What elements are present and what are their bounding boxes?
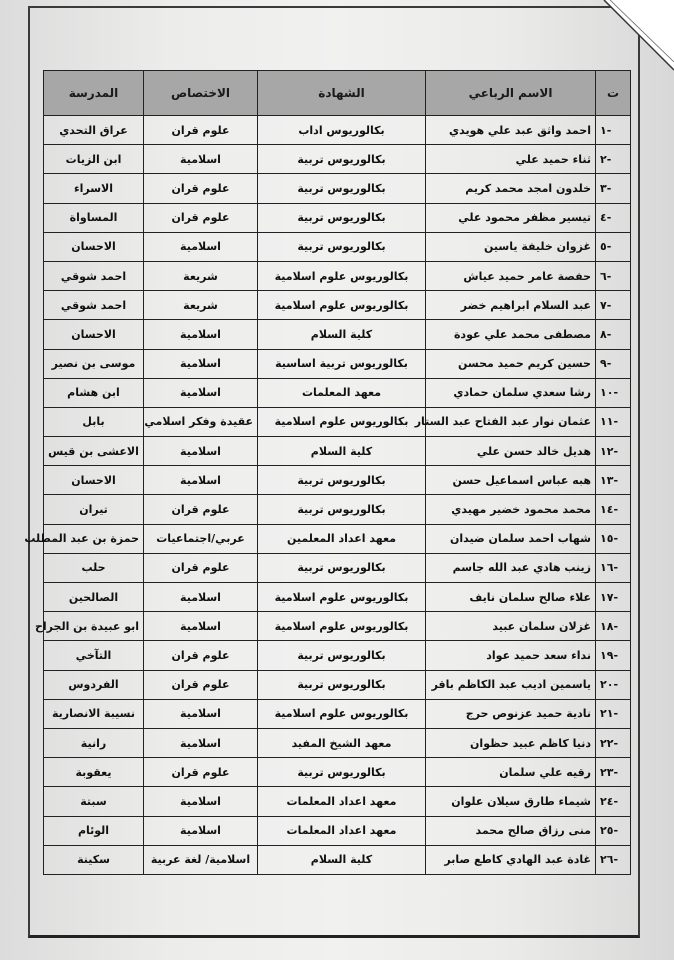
row-number-cell: -١٩: [596, 641, 631, 670]
table-row: [44, 612, 631, 641]
teacher-name-cell: علاء صالح سلمان نايف: [426, 583, 596, 612]
degree-cell: بكالوريوس تربية: [258, 145, 426, 174]
school-name-cell: الاحسان: [44, 232, 144, 261]
school-name-cell: الوئام: [44, 816, 144, 845]
degree-cell: كلية السلام: [258, 437, 426, 466]
degree-cell: بكالوريوس تربية: [258, 758, 426, 787]
degree-cell: بكالوريوس علوم اسلامية: [258, 583, 426, 612]
specialization-cell: اسلامية: [144, 378, 258, 407]
table-header-row: [44, 71, 631, 116]
table-row: [44, 261, 631, 290]
specialization-cell: اسلامية: [144, 583, 258, 612]
teacher-name-cell: عثمان نوار عبد الفتاح عبد الستار: [426, 407, 596, 436]
teacher-name-cell: حفصة عامر حميد عياش: [426, 261, 596, 290]
header-school: المدرسة: [44, 71, 144, 116]
school-name-cell: موسى بن نصير: [44, 349, 144, 378]
school-name-cell: ابن الزيات: [44, 145, 144, 174]
specialization-cell: علوم قران: [144, 553, 258, 582]
specialization-cell: عربي/اجتماعيات: [144, 524, 258, 553]
row-number-cell: -٩: [596, 349, 631, 378]
school-name-cell: الفردوس: [44, 670, 144, 699]
degree-cell: بكالوريوس تربية: [258, 466, 426, 495]
specialization-cell: علوم قران: [144, 203, 258, 232]
table-row: [44, 320, 631, 349]
row-number-cell: -٢٤: [596, 787, 631, 816]
school-name-cell: حمزة بن عبد المطلب: [44, 524, 144, 553]
specialization-cell: علوم قران: [144, 495, 258, 524]
specialization-cell: علوم قران: [144, 174, 258, 203]
school-name-cell: ابن هشام: [44, 378, 144, 407]
teacher-name-cell: هديل خالد حسن علي: [426, 437, 596, 466]
teacher-name-cell: ياسمين اديب عبد الكاظم باقر: [426, 670, 596, 699]
table-row: [44, 349, 631, 378]
row-number-cell: -٢٦: [596, 845, 631, 874]
degree-cell: معهد اعداد المعلمين: [258, 524, 426, 553]
degree-cell: بكالوريوس اداب: [258, 116, 426, 145]
teacher-name-cell: عبد السلام ابراهيم خضر: [426, 291, 596, 320]
school-name-cell: بابل: [44, 407, 144, 436]
degree-cell: معهد اعداد المعلمات: [258, 787, 426, 816]
specialization-cell: علوم قران: [144, 670, 258, 699]
teacher-name-cell: احمد واثق عبد علي هويدي: [426, 116, 596, 145]
header-degree: الشهادة: [258, 71, 426, 116]
school-name-cell: الاحسان: [44, 466, 144, 495]
school-name-cell: احمد شوقي: [44, 291, 144, 320]
school-name-cell: سكينة: [44, 845, 144, 874]
row-number-cell: -١٥: [596, 524, 631, 553]
degree-cell: بكالوريوس تربية: [258, 670, 426, 699]
teacher-name-cell: هبه عباس اسماعيل حسن: [426, 466, 596, 495]
row-number-cell: -٤: [596, 203, 631, 232]
degree-cell: بكالوريوس تربية: [258, 232, 426, 261]
school-name-cell: الصالحين: [44, 583, 144, 612]
table-row: [44, 845, 631, 874]
school-name-cell: ابو عبيدة بن الجراح: [44, 612, 144, 641]
specialization-cell: اسلامية: [144, 145, 258, 174]
specialization-cell: شريعة: [144, 261, 258, 290]
teacher-name-cell: غزوان خليفة ياسين: [426, 232, 596, 261]
degree-cell: كلية السلام: [258, 320, 426, 349]
school-name-cell: يعقوبة: [44, 758, 144, 787]
specialization-cell: اسلامية: [144, 728, 258, 757]
row-number-cell: -٦: [596, 261, 631, 290]
degree-cell: بكالوريوس تربية اساسية: [258, 349, 426, 378]
teacher-name-cell: ثناء حميد علي: [426, 145, 596, 174]
school-name-cell: حلب: [44, 553, 144, 582]
teacher-name-cell: محمد محمود خضير مهيدي: [426, 495, 596, 524]
row-number-cell: -١٠: [596, 378, 631, 407]
row-number-cell: -٧: [596, 291, 631, 320]
specialization-cell: اسلامية: [144, 349, 258, 378]
specialization-cell: اسلامية: [144, 466, 258, 495]
row-number-cell: -٨: [596, 320, 631, 349]
row-number-cell: -١٨: [596, 612, 631, 641]
degree-cell: بكالوريوس علوم اسلامية: [258, 699, 426, 728]
school-name-cell: الاحسان: [44, 320, 144, 349]
header-num: ت: [596, 71, 631, 116]
school-name-cell: احمد شوقي: [44, 261, 144, 290]
row-number-cell: -٢٠: [596, 670, 631, 699]
row-number-cell: -١٣: [596, 466, 631, 495]
teacher-name-cell: شيماء طارق سيلان علوان: [426, 787, 596, 816]
teacher-name-cell: رشا سعدي سلمان حمادي: [426, 378, 596, 407]
table-row: [44, 524, 631, 553]
row-number-cell: -١١: [596, 407, 631, 436]
teacher-name-cell: حسين كريم حميد محسن: [426, 349, 596, 378]
table-row: [44, 553, 631, 582]
specialization-cell: اسلامية: [144, 816, 258, 845]
degree-cell: بكالوريوس تربية: [258, 641, 426, 670]
degree-cell: بكالوريوس علوم اسلامية: [258, 291, 426, 320]
specialization-cell: اسلامية: [144, 232, 258, 261]
degree-cell: بكالوريوس علوم اسلامية: [258, 612, 426, 641]
row-number-cell: -٣: [596, 174, 631, 203]
row-number-cell: -٢١: [596, 699, 631, 728]
header-name: الاسم الرباعي: [426, 71, 596, 116]
table-row: [44, 670, 631, 699]
degree-cell: بكالوريوس تربية: [258, 203, 426, 232]
teacher-name-cell: شهاب احمد سلمان ضيدان: [426, 524, 596, 553]
table-row: [44, 174, 631, 203]
row-number-cell: -١٧: [596, 583, 631, 612]
specialization-cell: شريعة: [144, 291, 258, 320]
specialization-cell: اسلامية: [144, 437, 258, 466]
degree-cell: بكالوريوس تربية: [258, 495, 426, 524]
table-row: [44, 145, 631, 174]
table-row: [44, 816, 631, 845]
table-row: [44, 466, 631, 495]
table-row: [44, 728, 631, 757]
specialization-cell: اسلامية: [144, 320, 258, 349]
degree-cell: معهد الشيخ المفيد: [258, 728, 426, 757]
row-number-cell: -٢٣: [596, 758, 631, 787]
row-number-cell: -١: [596, 116, 631, 145]
teacher-name-cell: زينب هادي عبد الله جاسم: [426, 553, 596, 582]
teacher-name-cell: منى رزاق صالح محمد: [426, 816, 596, 845]
teacher-name-cell: مصطفى محمد علي عودة: [426, 320, 596, 349]
row-number-cell: -٢٥: [596, 816, 631, 845]
table-row: [44, 116, 631, 145]
teacher-name-cell: نادية حميد عزنوص حرج: [426, 699, 596, 728]
row-number-cell: -١٤: [596, 495, 631, 524]
row-number-cell: -٢: [596, 145, 631, 174]
teacher-name-cell: دنيا كاظم عبيد حظوان: [426, 728, 596, 757]
school-name-cell: تيران: [44, 495, 144, 524]
specialization-cell: اسلامية: [144, 699, 258, 728]
degree-cell: بكالوريوس تربية: [258, 553, 426, 582]
teacher-name-cell: نداء سعد حميد عواد: [426, 641, 596, 670]
teacher-name-cell: خلدون امجد محمد كريم: [426, 174, 596, 203]
table-row: [44, 203, 631, 232]
teacher-name-cell: تيسير مظفر محمود علي: [426, 203, 596, 232]
table-row: [44, 583, 631, 612]
teacher-name-cell: رقيه علي سلمان: [426, 758, 596, 787]
school-name-cell: المساواة: [44, 203, 144, 232]
school-name-cell: الاسراء: [44, 174, 144, 203]
table-row: [44, 378, 631, 407]
specialization-cell: علوم قران: [144, 758, 258, 787]
school-name-cell: رانية: [44, 728, 144, 757]
degree-cell: معهد المعلمات: [258, 378, 426, 407]
degree-cell: بكالوريوس علوم اسلامية: [258, 261, 426, 290]
school-name-cell: سبتة: [44, 787, 144, 816]
specialization-cell: اسلامية: [144, 612, 258, 641]
table-row: [44, 291, 631, 320]
degree-cell: بكالوريوس تربية: [258, 174, 426, 203]
degree-cell: بكالوريوس علوم اسلامية: [258, 407, 426, 436]
school-name-cell: التآخي: [44, 641, 144, 670]
specialization-cell: اسلامية/ لغة عربية: [144, 845, 258, 874]
row-number-cell: -٢٢: [596, 728, 631, 757]
table-row: [44, 641, 631, 670]
row-number-cell: -٥: [596, 232, 631, 261]
table-row: [44, 232, 631, 261]
teacher-roster-table: [24, 70, 631, 875]
table-row: [44, 699, 631, 728]
table-row: [44, 407, 631, 436]
specialization-cell: علوم قران: [144, 641, 258, 670]
school-name-cell: عراق التحدي: [44, 116, 144, 145]
row-number-cell: -١٦: [596, 553, 631, 582]
degree-cell: معهد اعداد المعلمات: [258, 816, 426, 845]
specialization-cell: علوم قران: [144, 116, 258, 145]
school-name-cell: الاعشى بن قيس: [44, 437, 144, 466]
table-row: [44, 787, 631, 816]
teacher-name-cell: غادة عبد الهادي كاطع صابر: [426, 845, 596, 874]
specialization-cell: عقيدة وفكر اسلامي: [144, 407, 258, 436]
degree-cell: كلية السلام: [258, 845, 426, 874]
table-body: [24, 116, 631, 875]
row-number-cell: -١٢: [596, 437, 631, 466]
teacher-name-cell: غزلان سلمان عبيد: [426, 612, 596, 641]
table-row: [44, 495, 631, 524]
table-row: [44, 437, 631, 466]
header-specialization: الاختصاص: [144, 71, 258, 116]
school-name-cell: نسيبة الانصارية: [44, 699, 144, 728]
specialization-cell: اسلامية: [144, 787, 258, 816]
table-row: [44, 758, 631, 787]
